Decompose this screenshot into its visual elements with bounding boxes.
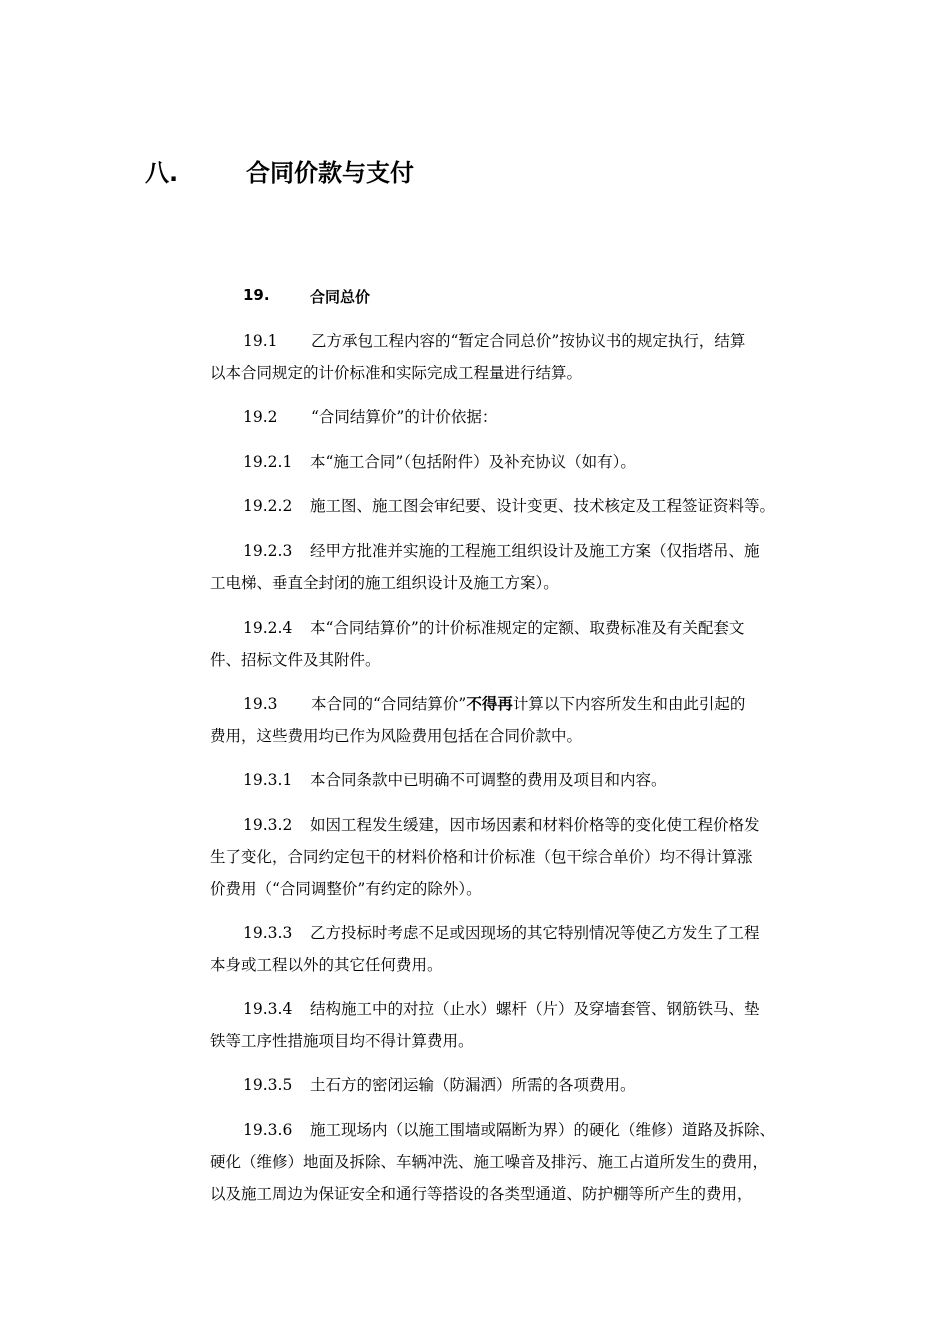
clause-number: 19.3.3 (243, 924, 293, 942)
clause-number: 19.3.5 (243, 1076, 293, 1094)
clause-text: 件、招标文件及其附件。 (210, 651, 381, 669)
clause-number: 19.2.3 (243, 542, 293, 560)
clause-text: 价费用（“合同调整价”有约定的除外）。 (210, 880, 482, 898)
clause-text: 工电梯、垂直全封闭的施工组织设计及施工方案）。 (210, 574, 559, 592)
clause-number: 19.3.2 (243, 816, 293, 834)
clause-text: 施工图、施工图会审纪要、设计变更、技术核定及工程签证资料等。 (310, 497, 776, 515)
clause-number: 19.3.6 (243, 1121, 293, 1139)
clause-number: 19.2 (243, 408, 278, 426)
section-title: 合同总价 (310, 288, 371, 306)
clause-text: 本“合同结算价”的计价标准规定的定额、取费标准及有关配套文 (310, 619, 745, 637)
clause-19-3 (210, 688, 810, 752)
clause-text: 费用，这些费用均已作为风险费用包括在合同价款中。 (210, 727, 583, 745)
clause-text: 本合同的“合同结算价” (311, 695, 467, 713)
clause-bold-text: 不得再 (466, 694, 513, 713)
clause-text: “合同结算价”的计价依据： (311, 408, 498, 426)
clause-19-3-4 (210, 993, 810, 1057)
clause-text: 硬化（维修）地面及拆除、车辆冲洗、施工噪音及排污、施工占道所发生的费用， (210, 1153, 769, 1171)
chapter-title: 合同价款与支付 (246, 158, 414, 187)
clause-19-3-2 (210, 809, 810, 905)
clause-text: 施工现场内（以施工围墙或隔断为界）的硬化（维修）道路及拆除、 (310, 1121, 776, 1139)
chapter-number: 八. (145, 158, 179, 187)
clause-text: 结构施工中的对拉（止水）螺杆（片）及穿墙套管、钢筋铁马、垫 (310, 1000, 760, 1018)
clause-text: 本“施工合同”（包括附件）及补充协议（如有）。 (310, 453, 636, 471)
clause-19-3-1 (210, 764, 810, 796)
clause-number: 19.2.4 (243, 619, 293, 637)
clause-number: 19.3.1 (243, 771, 293, 789)
clause-19-3-5 (210, 1069, 810, 1101)
clause-text: 生了变化，合同约定包干的材料价格和计价标准（包干综合单价）均不得计算涨 (210, 848, 753, 866)
clause-number: 19.3 (243, 695, 278, 713)
clause-text: 乙方投标时考虑不足或因现场的其它特别情况等使乙方发生了工程 (310, 924, 760, 942)
clause-19-2-3 (210, 535, 810, 599)
clause-text: 本合同条款中已明确不可调整的费用及项目和内容。 (310, 771, 667, 789)
clause-text: 铁等工序性措施项目均不得计算费用。 (210, 1032, 474, 1050)
clause-19-2 (210, 401, 810, 433)
clause-text: 计算以下内容所发生和由此引起的 (512, 695, 746, 713)
section-heading (243, 286, 370, 307)
clause-text: 本身或工程以外的其它任何费用。 (210, 956, 443, 974)
section-number: 19. (243, 286, 270, 304)
clause-text: 如因工程发生缓建，因市场因素和材料价格等的变化使工程价格发 (310, 816, 760, 834)
clause-19-2-2 (210, 490, 810, 522)
clause-19-1 (210, 325, 810, 389)
clause-text: 以及施工周边为保证安全和通行等搭设的各类型通道、防护棚等所产生的费用， (210, 1185, 753, 1203)
clause-text: 经甲方批准并实施的工程施工组织设计及施工方案（仅指塔吊、施 (310, 542, 760, 560)
clause-19-2-1 (210, 446, 810, 478)
clause-text: 以本合同规定的计价标准和实际完成工程量进行结算。 (210, 364, 583, 382)
clause-text: 土石方的密闭运输（防漏洒）所需的各项费用。 (310, 1076, 636, 1094)
clause-text: 乙方承包工程内容的“暂定合同总价”按协议书的规定执行，结算 (311, 332, 746, 350)
chapter-heading (145, 150, 414, 190)
clause-19-3-3 (210, 917, 810, 981)
clause-number: 19.3.4 (243, 1000, 293, 1018)
clause-number: 19.2.1 (243, 453, 293, 471)
clause-number: 19.1 (243, 332, 278, 350)
clause-19-2-4 (210, 612, 810, 676)
clause-number: 19.2.2 (243, 497, 293, 515)
clause-19-3-6 (210, 1114, 810, 1210)
